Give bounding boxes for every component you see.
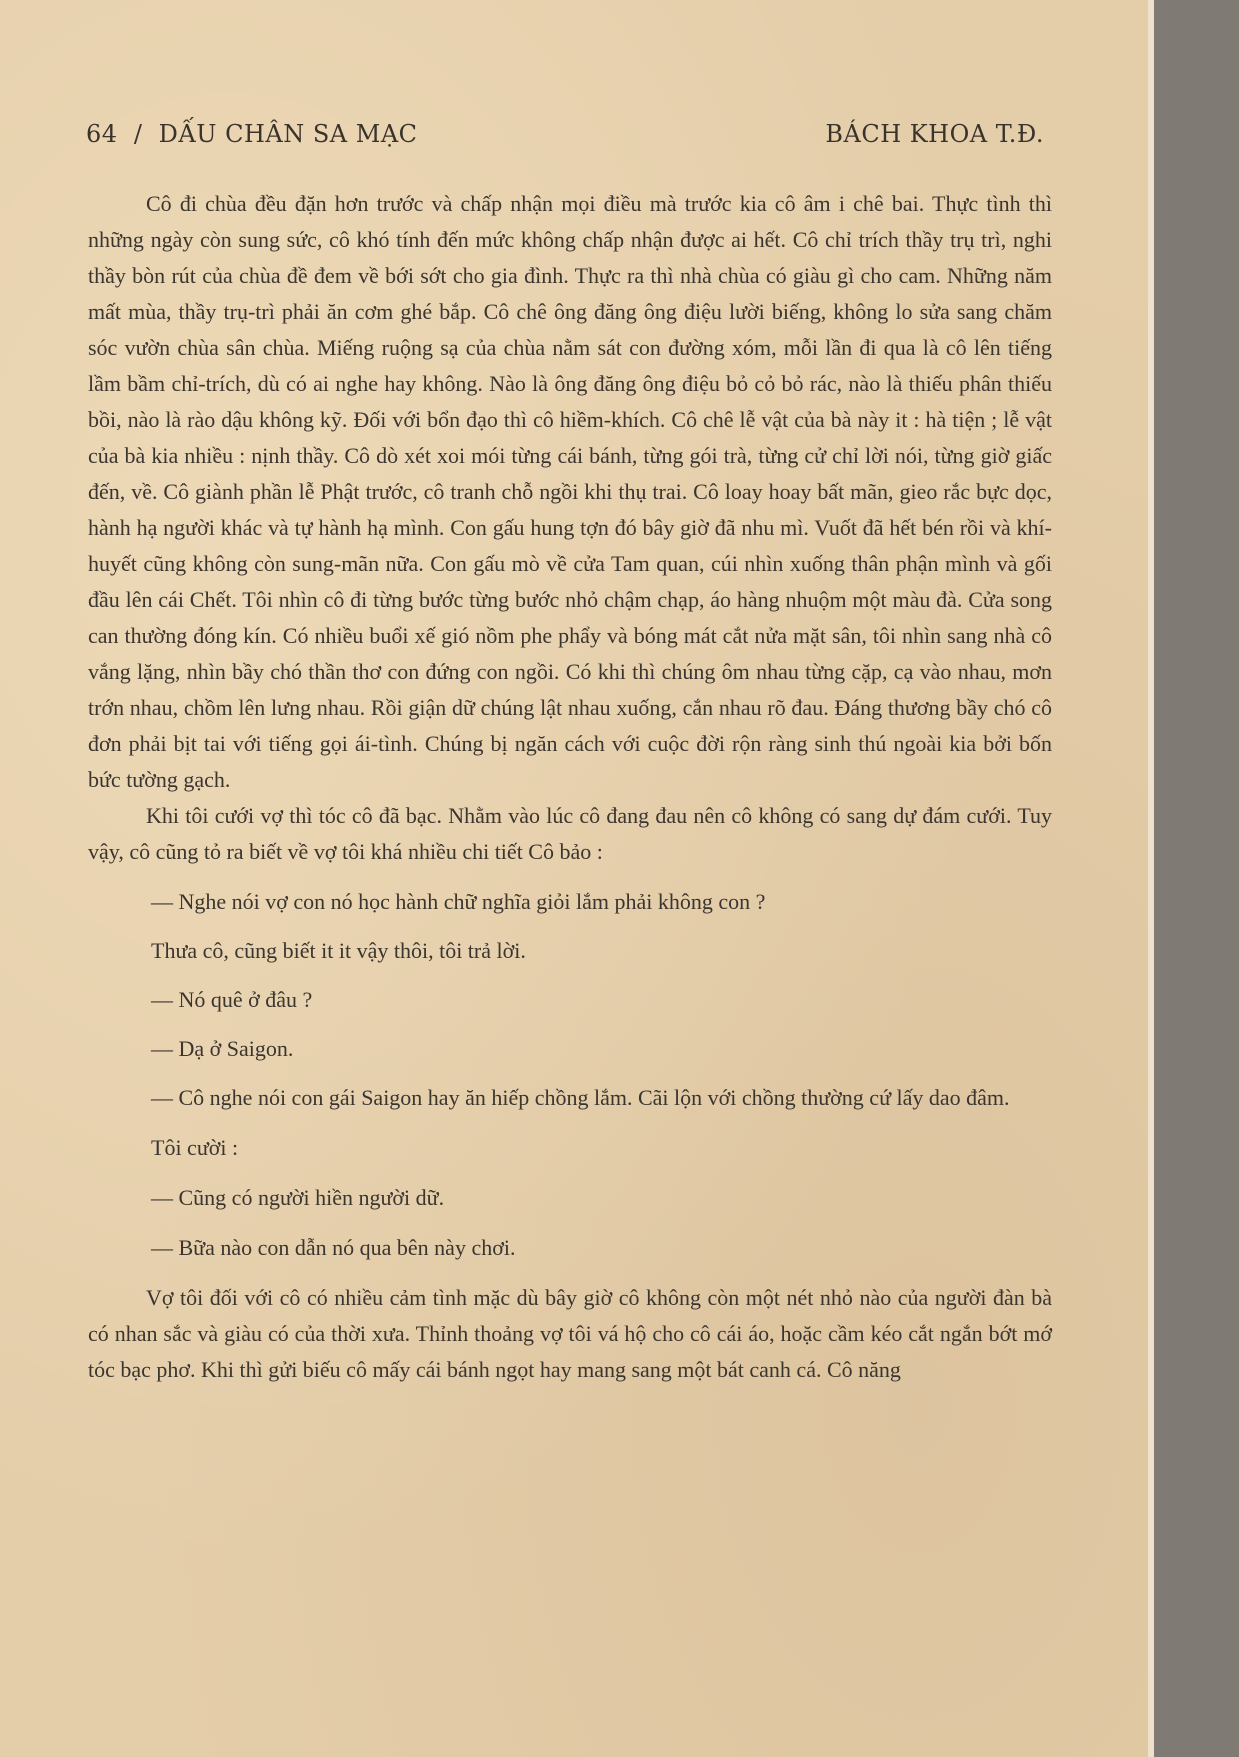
- dialogue-line-4: — Dạ ở Saigon.: [151, 1036, 294, 1061]
- dialogue-line-5: — Cô nghe nói con gái Saigon hay ăn hiếp chồng lắm. Cãi lộn với chồng thường cứ lấy dao đâm.: [151, 1085, 1010, 1110]
- book-title: DẤU CHÂN SA MẠC: [158, 120, 418, 148]
- dialogue-line-2: Thưa cô, cũng biết it it vậy thôi, tôi trả lời.: [151, 938, 526, 963]
- page-edge: [1148, 0, 1154, 1757]
- dialogue-line-8: — Bữa nào con dẫn nó qua bên này chơi.: [151, 1235, 516, 1260]
- page-number: 64: [86, 120, 118, 148]
- dialogue-line-1: — Nghe nói vợ con nó học hành chữ nghĩa giỏi lắm phải không con ?: [151, 889, 766, 914]
- dialogue-line-6: Tôi cười :: [151, 1135, 239, 1160]
- running-header: [86, 120, 1044, 154]
- paragraph-3: Vợ tôi đối với cô có nhiều cảm tình mặc dù bây giờ cô không còn một nét nhỏ nào của người đàn bà có nhan sắc và giàu có của thời xưa. Thỉnh thoảng vợ tôi vá hộ cho cô cái áo, hoặc cầm kéo cắt ngắn bớt mớ tóc bạc phơ. Khi thì gửi biếu cô mấy cái bánh ngọt hay mang sang một bát canh cá. Cô năng: [88, 1285, 1052, 1382]
- publisher-name: BÁCH KHOA T.Đ.: [825, 120, 1044, 148]
- dialogue-line-7: — Cũng có người hiền người dữ.: [151, 1185, 445, 1210]
- header-separator: /: [133, 120, 143, 148]
- page-body: [88, 186, 1052, 1388]
- dialogue-line-3: — Nó quê ở đâu ?: [151, 987, 313, 1012]
- paragraph-1: Cô đi chùa đều đặn hơn trước và chấp nhận mọi điều mà trước kia cô âm i chê bai. Thực tình thì những ngày còn sung sức, cô khó tính đến mức không chấp nhận được ai hết. Cô chỉ trích thầy trụ trì, nghi thầy bòn rút của chùa đề đem về bới sớt cho gia đình. Thực ra thì nhà chùa có giàu gì cho cam. Những năm mất mùa, thầy trụ-trì phải ăn cơm ghé bắp. Cô chê ông đăng ông điệu lười biếng, không lo sửa sang chăm sóc vườn chùa sân chùa. Miếng ruộng sạ của chùa nằm sát con đường xóm, mỗi lần đi qua là cô lên tiếng lầm bầm chỉ-trích, dù có ai nghe hay không. Nào là ông đăng ông điệu bỏ cỏ bỏ rác, nào là thiếu phân thiếu bồi, nào là rào dậu không kỹ. Đối với bổn đạo thì cô hiềm-khích. Cô chê lễ vật của bà này it : hà tiện ; lễ vật của bà kia nhiều : nịnh thầy. Cô dò xét xoi mói từng cái bánh, từng gói trà, từng cử chỉ lời nói, từng giờ giấc đến, về. Cô giành phần lễ Phật trước, cô tranh chỗ ngồi khi thụ trai. Cô loay hoay bất mãn, gieo rắc bực dọc, hành hạ người khác và tự hành hạ mình. Con gấu hung tợn đó bây giờ đã nhu mì. Vuốt đã hết bén rồi và khí-huyết cũng không còn sung-mãn nữa. Con gấu mò về cửa Tam quan, cúi nhìn xuống thân phận mình và gối đầu lên cái Chết. Tôi nhìn cô đi từng bước từng bước nhỏ chậm chạp, áo hàng nhuộm một màu đà. Cửa song can thường đóng kín. Có nhiều buổi xế gió nồm phe phẩy và bóng mát cắt nửa mặt sân, tôi nhìn sang nhà cô vắng lặng, nhìn bầy chó thần thơ con đứng con ngồi. Có khi thì chúng ôm nhau từng cặp, cạ vào nhau, mơn trớn nhau, chồm lên lưng nhau. Rồi giận dữ chúng lật nhau xuống, cắn nhau rõ đau. Đáng thương bầy chó cô đơn phải bịt tai với tiếng gọi ái-tình. Chúng bị ngăn cách với cuộc đời rộn ràng sinh thú ngoài kia bởi bốn bức tường gạch.: [88, 191, 1052, 792]
- header-left: [86, 120, 418, 148]
- paragraph-2: Khi tôi cưới vợ thì tóc cô đã bạc. Nhằm vào lúc cô đang đau nên cô không có sang dự đám cưới. Tuy vậy, cô cũng tỏ ra biết về vợ tôi khá nhiều chi tiết Cô bảo :: [88, 803, 1052, 864]
